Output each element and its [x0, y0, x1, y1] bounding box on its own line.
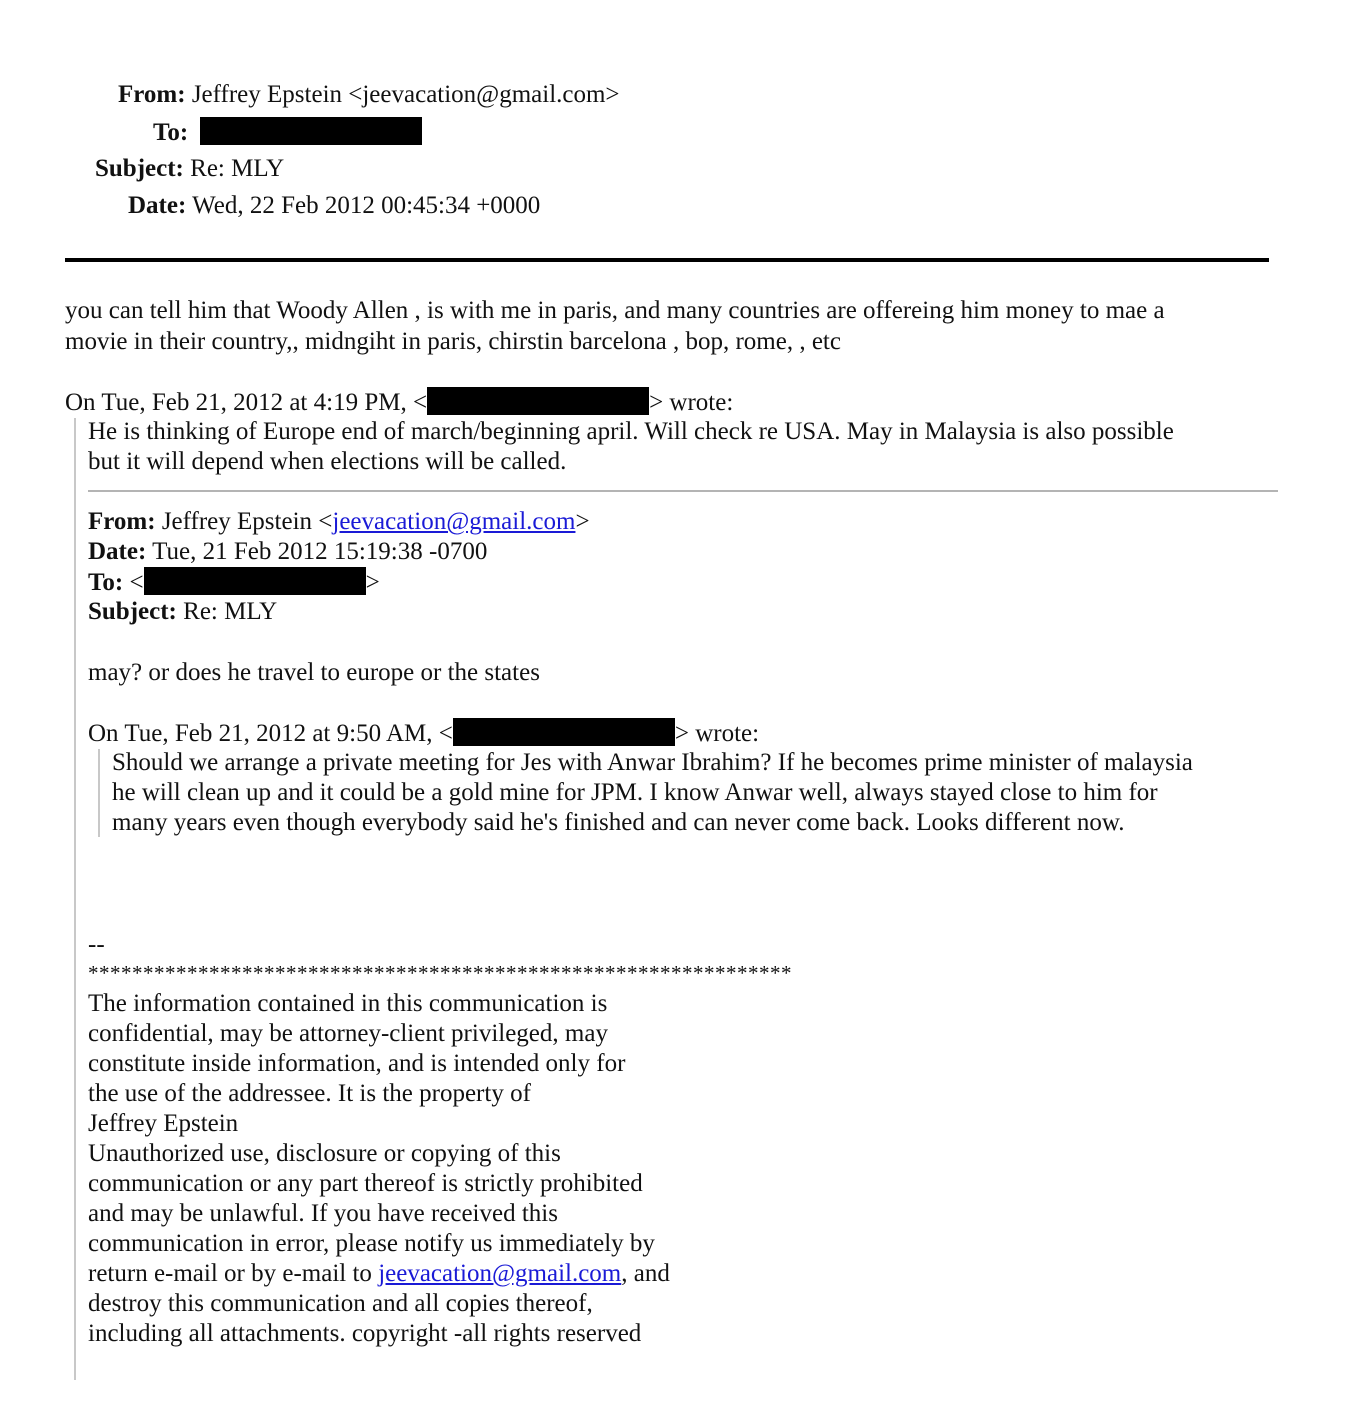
- signature-return-suffix: , and: [621, 1260, 670, 1287]
- fwd-to-open: <: [129, 569, 144, 596]
- quote1-line-2: but it will depend when elections will be called.: [88, 448, 567, 475]
- fwd-subject-row: [88, 597, 277, 627]
- fwd-from-close: >: [575, 508, 590, 535]
- signature-stars: ****************************************************************: [88, 961, 792, 985]
- header-date-row: [128, 191, 540, 221]
- signature-return-prefix: return e-mail or by e-mail to: [88, 1260, 379, 1287]
- signature-line: and may be unlawful. If you have received this: [88, 1200, 558, 1227]
- quote2-line-3: many years even though everybody said he's finished and can never come back. Looks different now.: [112, 809, 1125, 836]
- signature-line: confidential, may be attorney-client privileged, may: [88, 1020, 608, 1047]
- reply-line-1: you can tell him that Woody Allen , is with me in paris, and many countries are offereing him money to mae a: [65, 297, 1165, 324]
- signature-line: communication in error, please notify us immediately by: [88, 1230, 655, 1257]
- fwd-date-label: Date:: [88, 538, 147, 565]
- quote2-attribution-suffix: > wrote:: [674, 720, 760, 747]
- quote2-line-2: he will clean up and it could be a gold mine for JPM. I know Anwar well, always stayed close to him for: [112, 779, 1158, 806]
- fwd-date-row: [88, 537, 487, 567]
- signature-line: Jeffrey Epstein: [88, 1110, 239, 1137]
- signature-line: the use of the addressee. It is the property of: [88, 1080, 531, 1107]
- fwd-subject-label: Subject:: [88, 598, 177, 625]
- quote1-divider: [88, 490, 1278, 492]
- header-date-value: Wed, 22 Feb 2012 00:45:34 +0000: [192, 192, 541, 219]
- header-to-label: To:: [153, 119, 189, 146]
- quote2-line-1: Should we arrange a private meeting for Jes with Anwar Ibrahim? If he becomes prime minister of malaysia: [112, 749, 1193, 776]
- signature-line: The information contained in this communication is: [88, 990, 608, 1017]
- fwd-body: may? or does he travel to europe or the states: [88, 659, 540, 686]
- header-from-row: [118, 80, 620, 110]
- redaction-box: [427, 387, 649, 415]
- fwd-to-label: To:: [88, 569, 124, 596]
- quote2-attribution-prefix: On Tue, Feb 21, 2012 at 9:50 AM, <: [88, 720, 453, 747]
- signature-line: Unauthorized use, disclosure or copying of this: [88, 1140, 561, 1167]
- signature-dashes: --: [88, 931, 105, 958]
- signature-email-link[interactable]: jeevacation@gmail.com: [378, 1260, 622, 1287]
- header-from-label: From:: [118, 81, 186, 108]
- header-divider: [65, 258, 1269, 262]
- fwd-date-value: Tue, 21 Feb 2012 15:19:38 -0700: [152, 538, 488, 565]
- fwd-to-row: [88, 567, 380, 598]
- redaction-box: [453, 718, 675, 746]
- header-date-label: Date:: [128, 192, 187, 219]
- quote1-attribution-suffix: > wrote:: [649, 389, 734, 416]
- signature-line: including all attachments. copyright -all rights reserved: [88, 1320, 642, 1347]
- redaction-box: [144, 567, 366, 595]
- signature-line: communication or any part thereof is strictly prohibited: [88, 1170, 643, 1197]
- fwd-from-label: From:: [88, 508, 156, 535]
- header-subject-label: Subject:: [95, 155, 184, 182]
- header-from-value: Jeffrey Epstein <jeevacation@gmail.com>: [191, 81, 620, 108]
- fwd-subject-value: Re: MLY: [183, 598, 278, 625]
- redaction-box: [200, 117, 422, 145]
- header-to-row: [153, 117, 422, 148]
- quote2-border: [98, 749, 100, 837]
- quote2-attribution: [88, 718, 759, 749]
- quote1-attribution: [65, 387, 733, 418]
- header-subject-row: [95, 154, 284, 184]
- signature-line: destroy this communication and all copies thereof,: [88, 1290, 593, 1317]
- fwd-to-close: >: [365, 569, 380, 596]
- fwd-from-email-link[interactable]: jeevacation@gmail.com: [332, 508, 576, 535]
- header-subject-value: Re: MLY: [190, 155, 285, 182]
- fwd-from-name: Jeffrey Epstein <: [161, 508, 333, 535]
- signature-line: constitute inside information, and is intended only for: [88, 1050, 626, 1077]
- reply-line-2: movie in their country,, midngiht in paris, chirstin barcelona , bop, rome, , etc: [65, 328, 841, 355]
- quote1-line-1: He is thinking of Europe end of march/beginning april. Will check re USA. May in Malaysia is also possible: [88, 418, 1174, 445]
- quote1-attribution-prefix: On Tue, Feb 21, 2012 at 4:19 PM, <: [65, 389, 428, 416]
- fwd-from-row: [88, 507, 590, 537]
- signature-return-line: [88, 1259, 670, 1289]
